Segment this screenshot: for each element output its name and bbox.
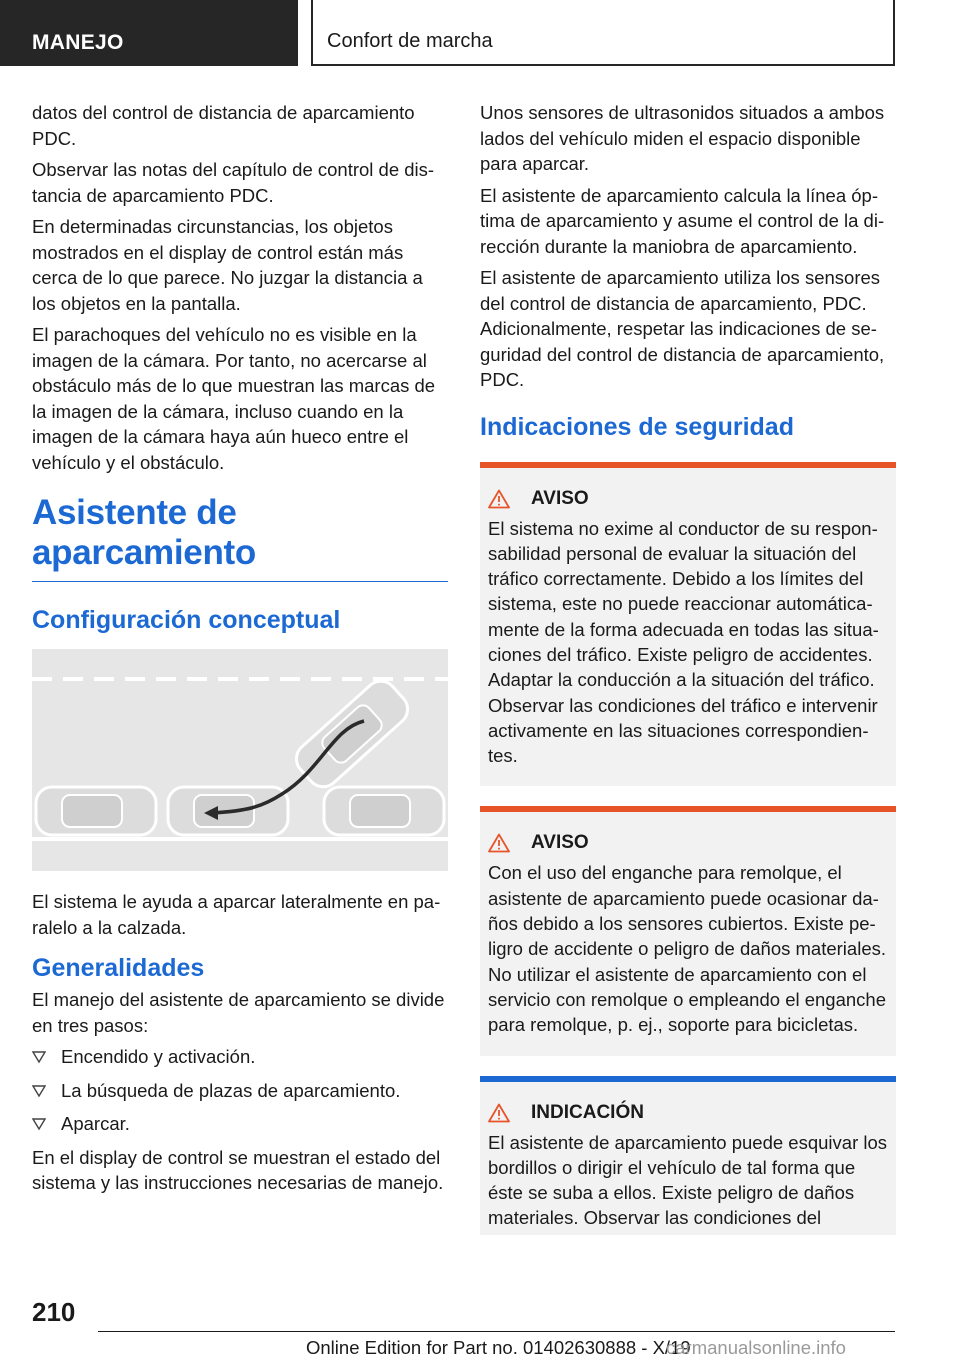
warning-box	[480, 462, 896, 787]
general-outro: En el display de control se muestran el estado del sistema y las instrucciones necesarias de manejo.	[32, 1146, 444, 1193]
warning-box	[480, 806, 896, 1055]
chapter-tab: Confort de marcha	[311, 0, 895, 66]
triangle-bullet-icon	[32, 1117, 46, 1131]
parking-diagram	[32, 649, 448, 871]
paragraph: El asistente de aparcamiento utiliza los sensores del control de distancia de aparcamiento, PDC. Adicionalmente, respetar las indicaciones de seguridad del control de distancia de aparcamiento, PDC.	[480, 267, 885, 390]
paragraph: Observar las notas del capítulo de control de distancia de aparcamiento PDC.	[32, 159, 435, 206]
list-item	[32, 1111, 448, 1137]
parked-car-icon	[324, 787, 444, 835]
diagram-caption: El sistema le ayuda a aparcar lateralmente en paralelo a la calzada.	[32, 891, 441, 938]
warning-triangle-icon	[488, 833, 510, 853]
paragraph: El parachoques del vehículo no es visible en la imagen de la cámara. Por tanto, no acercarse al obstáculo más de lo que muestran las marcas de la imagen de la cámara, incluso cuando en la imagen de la cámara haya aún hueco entre el vehículo y el obstáculo.	[32, 324, 436, 473]
list-item	[32, 1044, 448, 1070]
warning-text: Con el uso del enganche para remolque, el asistente de aparcamiento puede ocasionar daños debido a los sensores cubiertos. Existe peligro de accidente o peligro de daños materiales. No utilizar el asistente de aparcamiento con el servicio con remolque o empleando el enganche para remolque, p. ej., soporte para bicicletas.	[488, 862, 887, 1036]
general-title: Generalidades	[32, 954, 205, 982]
step-label: Aparcar.	[61, 1113, 130, 1134]
warning-triangle-icon	[488, 489, 510, 509]
right-column	[480, 100, 896, 1235]
section-title: Asistente de aparcamiento	[32, 493, 448, 582]
page-header	[0, 0, 960, 66]
warning-title: AVISO	[531, 487, 589, 509]
step-label: La búsqueda de plazas de aparcamiento.	[61, 1079, 401, 1101]
paragraph: datos del control de distancia de aparcamiento PDC.	[32, 102, 415, 149]
page-number: 210	[32, 1297, 76, 1327]
steps-list	[32, 1044, 448, 1137]
edition-text: Online Edition for Part no. 01402630888 - X/19	[306, 1337, 691, 1358]
parked-car-icon	[36, 787, 156, 835]
concept-title: Configuración conceptual	[32, 606, 341, 634]
safety-title: Indicaciones de seguridad	[480, 412, 794, 441]
warning-text: El sistema no exime al conductor de su responsabilidad personal de evaluar la situación del tráfico correctamente. Debido a los límites del sistema, este no puede reaccionar automáticamente de la forma adecuada en todas las situaciones del tráfico. Existe peligro de accidentes. Adaptar la conducción a la situación del tráfico. Observar las condiciones del tráfico e intervenir activamente en las situaciones correspondientes.	[488, 517, 879, 767]
notice-box	[480, 1076, 896, 1235]
notice-title: INDICACIÓN	[531, 1101, 644, 1123]
triangle-bullet-icon	[32, 1050, 46, 1064]
step-label: Encendido y activación.	[61, 1046, 256, 1067]
warning-title: AVISO	[531, 832, 589, 854]
watermark: carmanualsonline.info	[666, 1337, 846, 1358]
paragraph: Unos sensores de ultrasonidos situados a ambos lados del vehículo miden el espacio disponible para aparcar.	[480, 102, 885, 174]
notice-text: El asistente de aparcamiento puede esquivar los bordillos o dirigir el vehículo de tal forma que éste se suba a ellos. Existe peligro de daños materiales. Observar las condiciones del	[488, 1131, 888, 1229]
footer-divider	[98, 1331, 895, 1332]
general-intro: El manejo del asistente de aparcamiento se divide en tres pasos:	[32, 989, 445, 1036]
triangle-bullet-icon	[32, 1084, 46, 1098]
paragraph: En determinadas circunstancias, los objetos mostrados en el display de control están más cerca de lo que parece. No juzgar la distancia a los objetos en la pantalla.	[32, 216, 423, 314]
left-column	[32, 100, 448, 1202]
paragraph: El asistente de aparcamiento calcula la línea óptima de aparcamiento y asume el control de la dirección durante la maniobra de aparcamiento.	[480, 184, 885, 257]
list-item	[32, 1078, 448, 1104]
warning-triangle-icon	[488, 1103, 510, 1123]
section-tab: MANEJO	[0, 0, 298, 66]
